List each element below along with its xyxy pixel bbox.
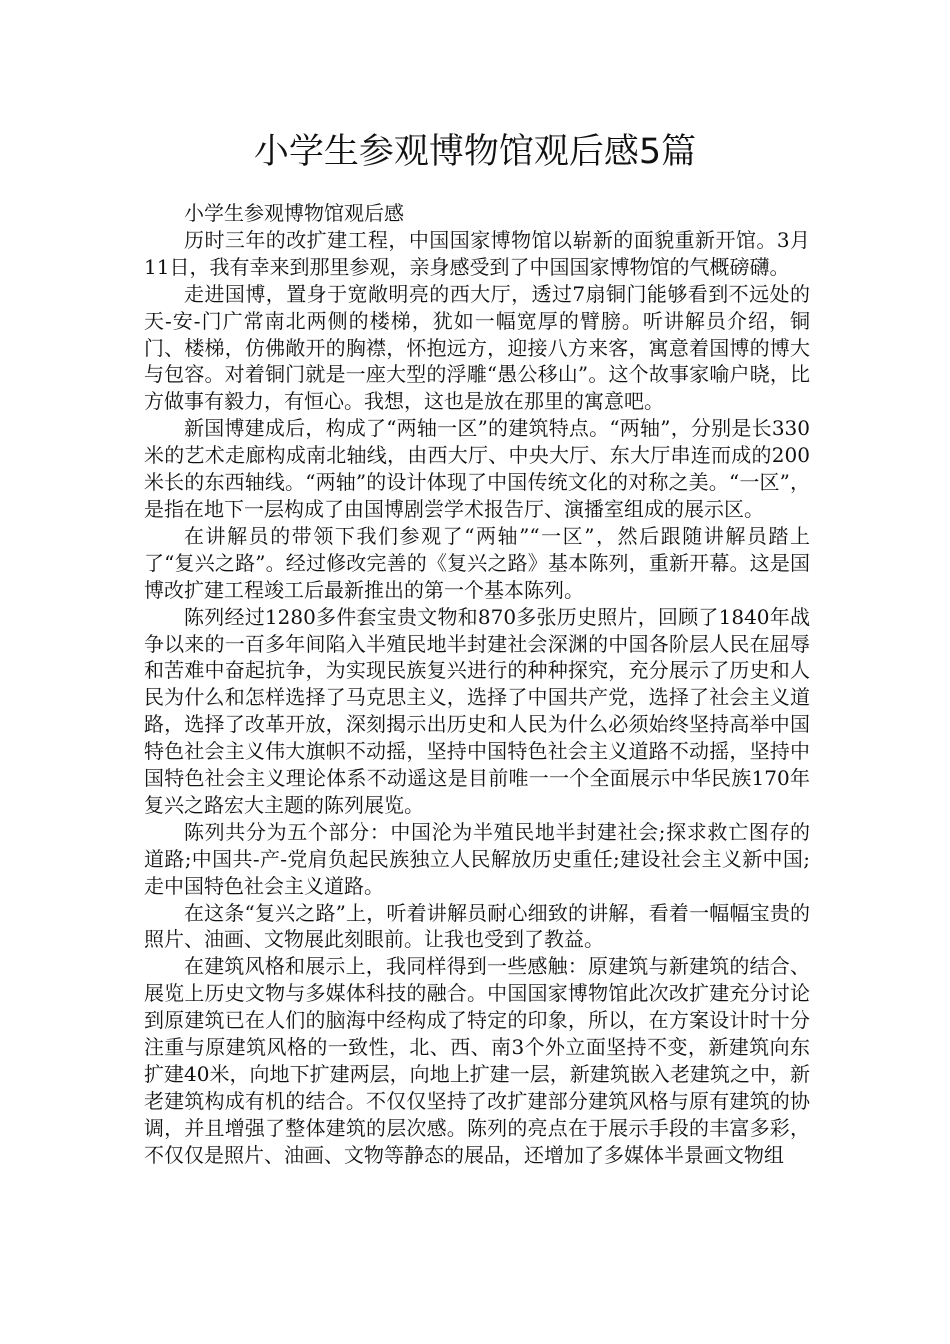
paragraph: 走进国博，置身于宽敞明亮的西大厅，透过7扇铜门能够看到不远处的天-安-门广常南北两侧的楼梯，犹如一幅宽厚的臂膀。听讲解员介绍，铜门、楼梯，仿佛敞开的胸襟，怀抱远方，迎接八方来客，寓意着国博的博大与包容。对着铜门就是一座大型的浮雕“愚公移山”。这个故事家喻户晓，比方做事有毅力，有恒心。我想，这也是放在那里的寓意吧。 bbox=[144, 281, 810, 414]
paragraph: 陈列共分为五个部分：中国沦为半殖民地半封建社会;探求救亡图存的道路;中国共-产-党肩负起民族独立人民解放历史重任;建设社会主义新中国;走中国特色社会主义道路。 bbox=[144, 819, 810, 898]
document-body bbox=[144, 200, 810, 1169]
paragraph: 在讲解员的带领下我们参观了“两轴”“一区”，然后跟随讲解员踏上了“复兴之路”。经过修改完善的《复兴之路》基本陈列，重新开幕。这是国博改扩建工程竣工后最新推出的第一个基本陈列。 bbox=[144, 523, 810, 602]
document-title: 小学生参观博物馆观后感5篇 bbox=[253, 132, 697, 172]
paragraph: 在这条“复兴之路”上，听着讲解员耐心细致的讲解，看着一幅幅宝贵的照片、油画、文物展此刻眼前。让我也受到了教益。 bbox=[144, 900, 810, 952]
paragraph-subtitle: 小学生参观博物馆观后感 bbox=[184, 201, 404, 225]
paragraph: 历时三年的改扩建工程，中国国家博物馆以崭新的面貌重新开馆。3月11日，我有幸来到那里参观，亲身感受到了中国国家博物馆的气概磅礴。 bbox=[144, 227, 810, 279]
paragraph: 新国博建成后，构成了“两轴一区”的建筑特点。“两轴”，分别是长330米的艺术走廊构成南北轴线，由西大厅、中央大厅、东大厅串连而成的200米长的东西轴线。“两轴”的设计体现了中国传统文化的对称之美。“一区”，是指在地下一层构成了由国博剧尝学术报告厅、演播室组成的展示区。 bbox=[144, 416, 810, 521]
paragraph: 陈列经过1280多件套宝贵文物和870多张历史照片，回顾了1840年战争以来的一百多年间陷入半殖民地半封建社会深渊的中国各阶层人民在屈辱和苦难中奋起抗争，为实现民族复兴进行的种种探究，充分展示了历史和人民为什么和怎样选择了马克思主义，选择了中国共产党，选择了社会主义道路，选择了改革开放，深刻揭示出历史和人民为什么必须始终坚持高举中国特色社会主义伟大旗帜不动摇，坚持中国特色社会主义道路不动摇，坚持中国特色社会主义理论体系不动遥这是目前唯一一个全面展示中华民族170年复兴之路宏大主题的陈列展览。 bbox=[144, 604, 810, 817]
paragraph: 在建筑风格和展示上，我同样得到一些感触：原建筑与新建筑的结合、展览上历史文物与多媒体科技的融合。中国国家博物馆此次改扩建充分讨论到原建筑已在人们的脑海中经构成了特定的印象，所以，在方案设计时十分注重与原建筑风格的一致性，北、西、南3个外立面坚持不变，新建筑向东扩建40米，向地下扩建两层，向地上扩建一层，新建筑嵌入老建筑之中，新老建筑构成有机的结合。不仅仅坚持了改扩建部分建筑风格与原有建筑的协调，并且增强了整体建筑的层次感。陈列的亮点在于展示手段的丰富多彩，不仅仅是照片、油画、文物等静态的展品，还增加了多媒体半景画文物组 bbox=[144, 954, 810, 1167]
